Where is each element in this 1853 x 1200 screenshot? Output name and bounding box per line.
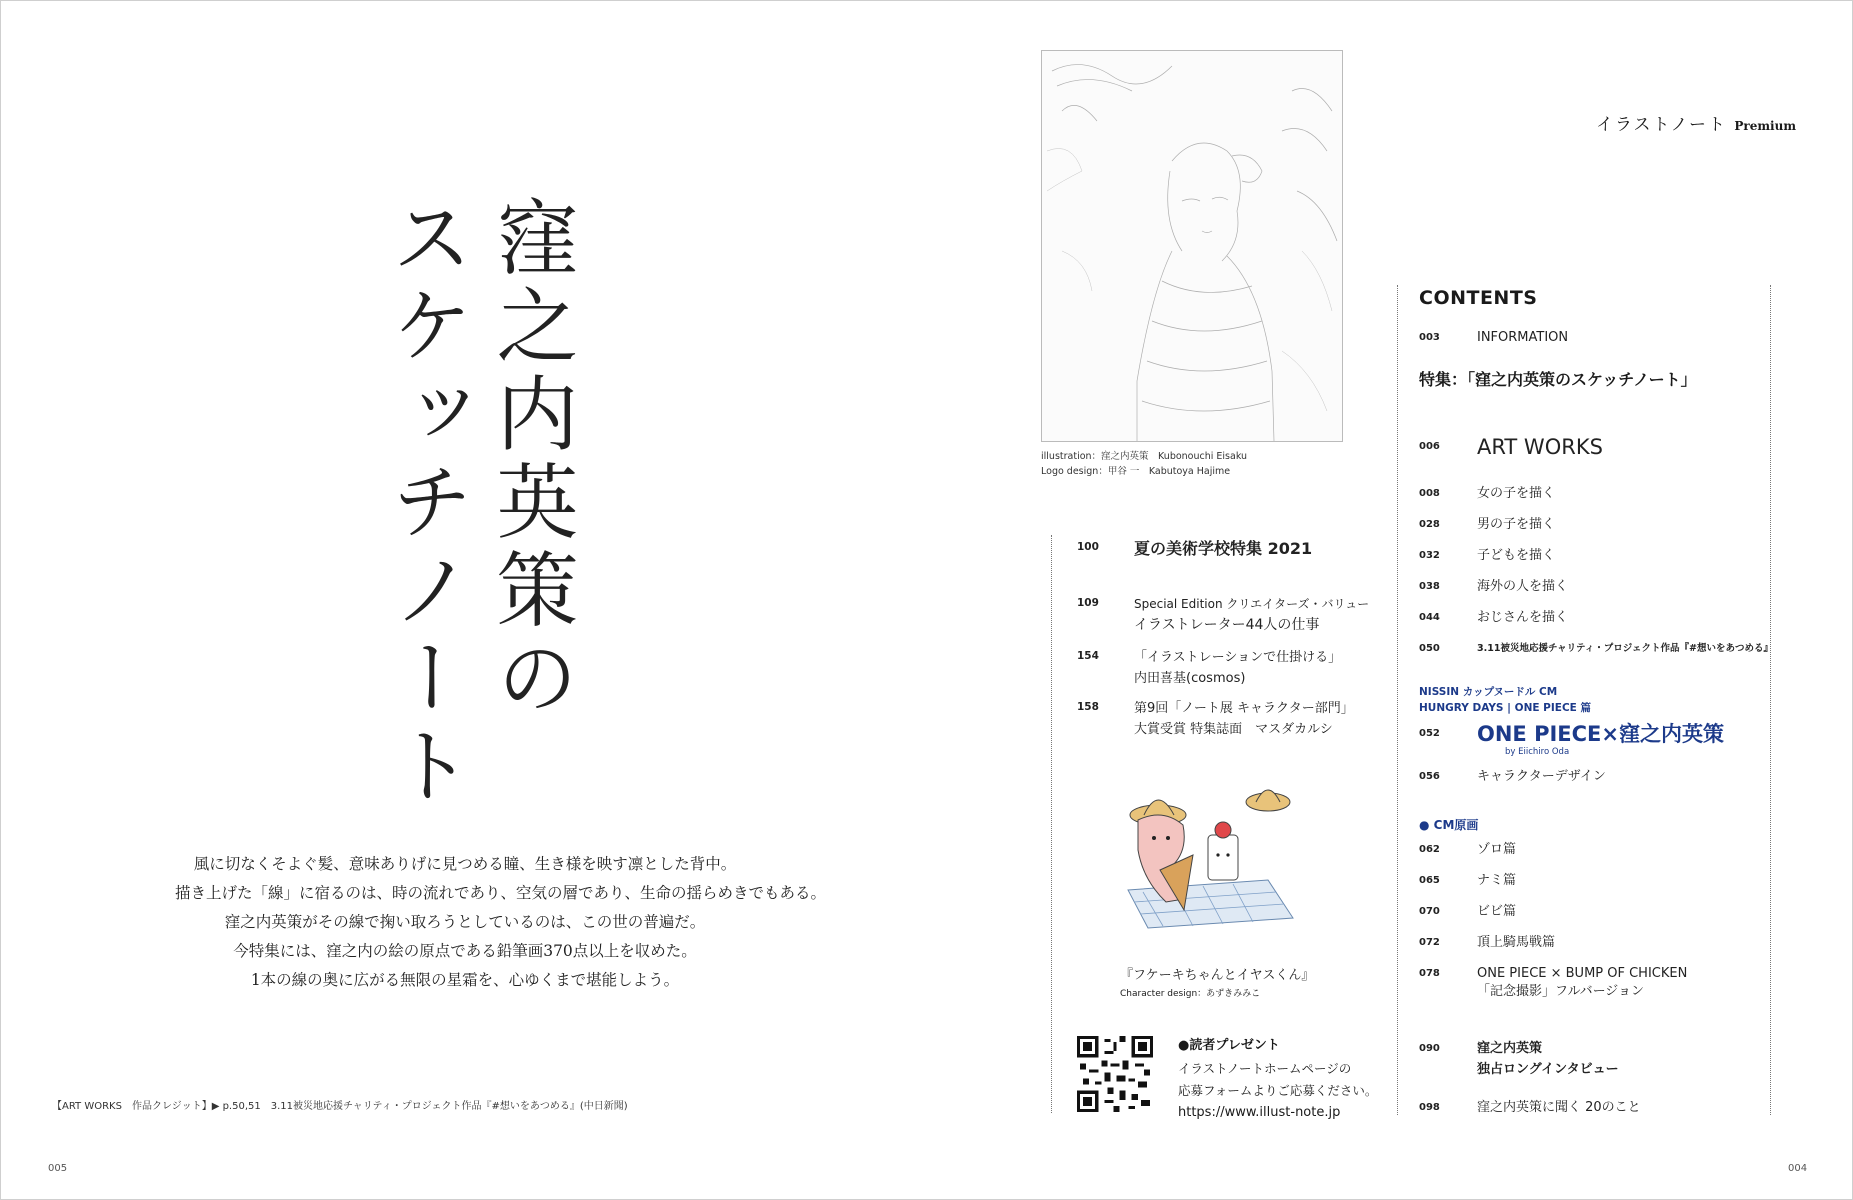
page-no: 052: [1419, 728, 1440, 739]
character-design-credit: Character design：あずきみみこ: [1120, 989, 1261, 999]
toc-title: 3.11被災地応援チャリティ・プロジェクト作品『#想いをあつめる』: [1477, 643, 1773, 654]
brand-sub: Premium: [1734, 119, 1797, 133]
title-line-1: 窪之内英策の: [483, 195, 578, 723]
character-title: 『フケーキちゃんとイヤスくん』: [1120, 968, 1315, 983]
illustration-credit: illustration：窪之内英策 Kubonouchi Eisaku: [1041, 451, 1248, 462]
page-no: 056: [1419, 771, 1440, 782]
toc-title: 海外の人を描く: [1477, 579, 1569, 594]
by-eiichiro-oda: by Eiichiro Oda: [1505, 747, 1570, 757]
toc-subtitle: 独占ロングインタビュー: [1477, 1062, 1619, 1077]
pencil-sketch-illustration: [1042, 51, 1342, 441]
page-no: 032: [1419, 550, 1440, 561]
toc-title: INFORMATION: [1477, 330, 1569, 345]
page-no: 090: [1419, 1043, 1440, 1054]
nissin-line-1: NISSIN カップヌードル CM: [1419, 686, 1558, 698]
page-no: 078: [1419, 968, 1440, 979]
present-line: 応募フォームよりご応募ください。: [1178, 1083, 1378, 1098]
logo-design-credit: Logo design：甲谷 一 Kabutoya Hajime: [1041, 466, 1231, 477]
magazine-logo: [1596, 110, 1796, 135]
toc-title: ビビ篇: [1477, 904, 1517, 919]
dotted-divider: [1051, 535, 1052, 1113]
cover-caption: [1041, 449, 1247, 479]
page-no: 062: [1419, 844, 1440, 855]
cm-original-heading: ● CM原画: [1419, 818, 1479, 832]
toc-title: ゾロ篇: [1477, 842, 1517, 857]
lead-line: 描き上げた「線」に宿るのは、時の流れであり、空気の層であり、生命の揺らめきでもある。: [175, 884, 827, 902]
dotted-divider: [1397, 285, 1398, 1115]
toc-title: 窪之内英策: [1477, 1041, 1543, 1056]
page-number-right: 004: [1788, 1163, 1808, 1174]
toc-title: 女の子を描く: [1477, 486, 1556, 501]
page-no: 072: [1419, 937, 1440, 948]
page-no: 003: [1419, 332, 1440, 343]
lead-line: 1本の線の奥に広がる無限の星霜を、心ゆくまで堪能しよう。: [250, 971, 680, 989]
dotted-divider: [1770, 285, 1771, 1115]
page-no: 008: [1419, 488, 1440, 499]
toc-title: おじさんを描く: [1477, 610, 1569, 625]
character-illustration: [1118, 780, 1302, 930]
feature-heading: 特集：「窪之内英策のスケッチノート」: [1419, 370, 1697, 389]
page-no: 100: [1077, 541, 1099, 553]
toc-subtitle: 「記念撮影」フルバージョン: [1477, 984, 1645, 999]
page-no: 006: [1419, 441, 1440, 452]
toc-title: キャラクターデザイン: [1477, 769, 1606, 784]
lead-text: [175, 850, 827, 995]
qr-code-icon[interactable]: [1077, 1036, 1153, 1112]
page-no: 065: [1419, 875, 1440, 886]
present-url-link[interactable]: https://www.illust-note.jp: [1178, 1105, 1341, 1120]
page-no: 098: [1419, 1102, 1440, 1113]
item-title: 第9回「ノート展 キャラクター部門」: [1134, 701, 1354, 716]
page-no: 109: [1077, 597, 1099, 609]
toc-title: 男の子を描く: [1477, 517, 1556, 532]
present-text: [1178, 1058, 1377, 1124]
present-title: ●読者プレゼント: [1178, 1038, 1280, 1053]
nissin-cm-label: [1419, 684, 1591, 716]
page-no: 158: [1077, 701, 1099, 713]
toc-title: 子どもを描く: [1477, 548, 1556, 563]
toc-title: ナミ篇: [1477, 873, 1517, 888]
brand-name: イラストノート: [1596, 115, 1727, 135]
item-title: 「イラストレーションで仕掛ける」: [1134, 650, 1342, 665]
item-subtitle: イラストレーター44人の仕事: [1134, 617, 1320, 633]
page-no: 038: [1419, 581, 1440, 592]
nissin-line-2: HUNGRY DAYS | ONE PIECE 篇: [1419, 702, 1591, 714]
item-title: Special Edition クリエイターズ・バリュー: [1134, 597, 1370, 611]
artwork-credit: 【ART WORKS 作品クレジット】▶ p.50,51 3.11被災地応援チャリティ・プロジェクト作品『#想いをあつめる』(中日新聞): [52, 1101, 628, 1112]
page-no: 028: [1419, 519, 1440, 530]
lead-line: 窪之内英策がその線で掬い取ろうとしているのは、この世の普遍だ。: [224, 913, 706, 931]
toc-title: ONE PIECE × BUMP OF CHICKEN: [1477, 966, 1688, 981]
toc-title: 頂上騎馬戦篇: [1477, 935, 1556, 950]
item-subtitle: 大賞受賞 特集誌面 マスダカルシ: [1134, 722, 1333, 737]
item-subtitle: 内田喜基(cosmos): [1134, 671, 1246, 686]
contents-heading: CONTENTS: [1419, 287, 1538, 309]
title-line-2: スケッチノート: [378, 195, 473, 811]
cover-sketch-image: [1041, 50, 1343, 442]
page-no: 044: [1419, 612, 1440, 623]
item-title: 夏の美術学校特集 2021: [1134, 539, 1313, 558]
lead-line: 風に切なくそよぐ髪、意味ありげに見つめる瞳、生き様を映す凛とした背中。: [193, 855, 737, 873]
present-line: イラストノートホームページの: [1178, 1061, 1352, 1076]
toc-title: 窪之内英策に聞く 20のこと: [1477, 1100, 1641, 1115]
page-no: 154: [1077, 650, 1099, 662]
toc-title: ONE PIECE×窪之内英策: [1477, 722, 1724, 746]
page-no: 050: [1419, 643, 1440, 654]
page-number-left: 005: [48, 1163, 68, 1174]
page-no: 070: [1419, 906, 1440, 917]
toc-title: ART WORKS: [1477, 435, 1603, 459]
lead-line: 今特集には、窪之内の絵の原点である鉛筆画370点以上を収めた。: [233, 942, 697, 960]
